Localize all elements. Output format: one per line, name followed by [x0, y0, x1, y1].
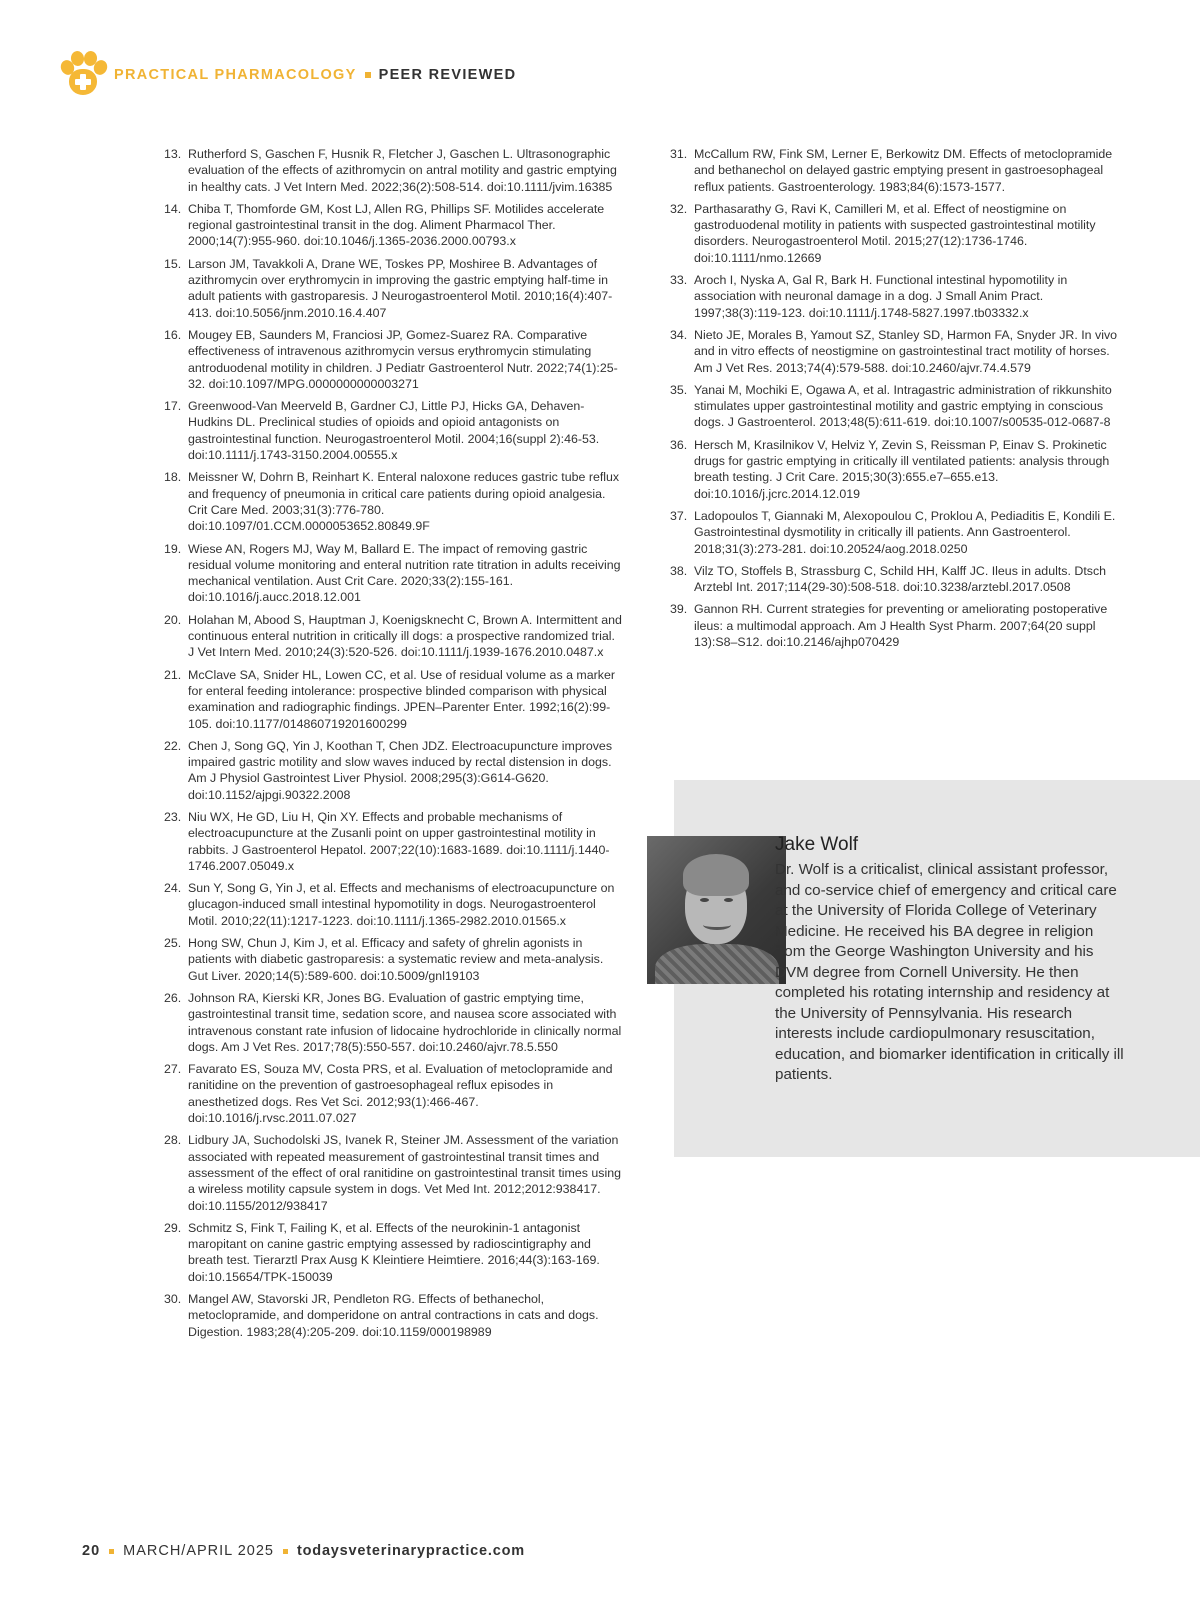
reference-item: 29. Schmitz S, Fink T, Failing K, et al. Effects of the neurokinin-1 antagonist maropitant on canine gastric emptying assessed by radioscintigraphy and breath test. Tierarztl Prax Ausg K Kleintiere Heimtiere. 2016;44(3):163-169. doi:10.15654/TPK-150039 — [164, 1220, 600, 1284]
reference-item: 39. Gannon RH. Current strategies for preventing or ameliorating postoperative ileus: a multimodal approach. Am J Health Syst Pharm. 2007;64(20 suppl 13):S8–S12. doi:10.2146/ajhp070429 — [670, 602, 1108, 650]
reference-item: 18. Meissner W, Dohrn B, Reinhart K. Enteral naloxone reduces gastric tube reflux and frequency of pneumonia in critical care patients during opioid analgesia. Crit Care Med. 2003;31(3):776-780. doi:10.1097/01.CCM.0000053652.80849.9F — [164, 470, 620, 534]
reference-item: 33. Aroch I, Nyska A, Gal R, Bark H. Functional intestinal hypomotility in association with neuronal damage in a dog. J Small Anim Pract. 1997;38(3):119-123. doi:10.1111/j.1748-5827.1997.tb03332.x — [670, 273, 1068, 320]
reference-item: 38. Vilz TO, Stoffels B, Strassburg C, Schild HH, Kalff JC. Ileus in adults. Dtsch Arztebl Int. 2017;114(29-30):508-518. doi:10.3238/arztebl.2017.0508 — [670, 563, 1107, 595]
reference-item: 14. Chiba T, Thomforde GM, Kost LJ, Allen RG, Phillips SF. Motilides accelerate regional gastrointestinal transit in the dog. Aliment Pharmacol Ther. 2000;14(7):955-960. doi:10.1046/j.1365-2036.2000.00793.x — [164, 201, 605, 249]
reference-item: 16. Mougey EB, Saunders M, Franciosi JP, Gomez-Suarez RA. Comparative effectiveness of intravenous azithromycin versus erythromycin stimulating antroduodenal motility in children. J Pediatr Gastroenterol Nutr. 2022;74(1):25-32. doi:10.1097/MPG.0000000000003271 — [164, 327, 618, 391]
section-title: PRACTICAL PHARMACOLOGY — [114, 67, 357, 83]
reference-item: 15. Larson JM, Tavakkoli A, Drane WE, Toskes PP, Moshiree B. Advantages of azithromycin over erythromycin in improving the gastric emptying half-time in adult patients with gastroparesis. J Neurogastroenterol Motil. 2010;16(4):407-413. doi:10.5056/jnm.2010.16.4.407 — [164, 256, 613, 320]
reference-item: 30. Mangel AW, Stavorski JR, Pendleton RG. Effects of bethanechol, metoclopramide, and domperidone on antral contractions in cats and dogs. Digestion. 1983;28(4):205-209. doi:10.1159/000198989 — [164, 1292, 599, 1339]
peer-reviewed-label: PEER REVIEWED — [378, 67, 517, 83]
reference-item: 17. Greenwood-Van Meerveld B, Gardner CJ, Little PJ, Hicks GA, Dehaven-Hudkins DL. Preclinical studies of opioids and opioid antagonists on gastrointestinal function. Neurogastroenterol Motil. 2004;16(suppl 2):46-53. doi:10.1111/j.1743-3150.2004.00555.x — [164, 399, 600, 463]
reference-item: 31. McCallum RW, Fink SM, Lerner E, Berkowitz DM. Effects of metoclopramide and bethanechol on delayed gastric emptying present in gastroesophageal reflux patients. Gastroenterology. 1983;84(6):1573-1577. — [670, 147, 1113, 194]
author-photo — [647, 836, 786, 984]
reference-item: 25. Hong SW, Chun J, Kim J, et al. Efficacy and safety of ghrelin agonists in patients with diabetic gastroparesis: a systematic review and meta-analysis. Gut Liver. 2020;14(5):589-600. doi:10.5009/gnl19103 — [164, 936, 604, 983]
footer-separator — [283, 1549, 288, 1554]
reference-item: 13. Rutherford S, Gaschen F, Husnik R, Fletcher J, Gaschen L. Ultrasonographic evaluation of the effects of azithromycin on antral motility and gastric emptying in healthy cats. J Vet Intern Med. 2022;36(2):508-514. doi:10.1111/jvim.16385 — [164, 147, 617, 194]
reference-item: 21. McClave SA, Snider HL, Lowen CC, et al. Use of residual volume as a marker for enteral feeding intolerance: prospective blinded comparison with physical examination and radiographic findings. JPEN–Parenter Enter. 1992;16(2):99-105. doi:10.1177/014860719201600299 — [164, 667, 615, 731]
author-name: Jake Wolf — [775, 834, 859, 855]
paw-cross-icon — [58, 50, 106, 96]
issue-date: MARCH/APRIL 2025 — [123, 1543, 274, 1559]
author-bio-text: Dr. Wolf is a criticalist, clinical assistant professor, and co-service chief of emergency and critical care at the University of Florida College of Veterinary Medicine. He received his BA degree in religion from the George Washington University and his DVM degree from Cornell University. He then completed his rotating internship and residency at the University of Pennsylvania. His research interests include cardiopulmonary resuscitation, education, and biomarker identification in critically ill patients. — [775, 861, 1124, 1083]
reference-item: 34. Nieto JE, Morales B, Yamout SZ, Stanley SD, Harmon FA, Snyder JR. In vivo and in vitro effects of neostigmine on gastrointestinal tract motility of horses. Am J Vet Res. 2013;74(4):579-588. doi:10.2460/ajvr.74.4.579 — [670, 327, 1118, 375]
reference-item: 36. Hersch M, Krasilnikov V, Helviz Y, Zevin S, Reissman P, Einav S. Prokinetic drugs for gastric emptying in critically ill ventilated patients: analysis through breath testing. J Crit Care. 2015;30(3):655.e7–655.e13. doi:10.1016/j.jcrc.2014.12.019 — [670, 437, 1110, 501]
reference-item: 19. Wiese AN, Rogers MJ, Way M, Ballard E. The impact of removing gastric residual volume monitoring and enteral nutrition rate titration in adults receiving mechanical ventilation. Aust Crit Care. 2020;33(2):155-161. doi:10.1016/j.aucc.2018.12.001 — [164, 541, 621, 605]
reference-item: 22. Chen J, Song GQ, Yin J, Koothan T, Chen JDZ. Electroacupuncture improves impaired gastric motility and slow waves induced by rectal distension in dogs. Am J Physiol Gastrointest Liver Physiol. 2008;295(3):G614-G620. doi:10.1152/ajpgi.90322.2008 — [164, 738, 613, 802]
footer-separator — [109, 1549, 114, 1554]
reference-item: 37. Ladopoulos T, Giannaki M, Alexopoulou C, Proklou A, Pediaditis E, Kondili E. Gastrointestinal dysmotility in critically ill patients. Ann Gastroenterol. 2018;31(3):273-281. doi:10.20524/aog.2018.0250 — [670, 508, 1116, 556]
section-header — [58, 50, 516, 96]
references-left-column — [164, 146, 622, 1346]
reference-item: 26. Johnson RA, Kierski KR, Jones BG. Evaluation of gastric emptying time, gastrointestinal transit time, sedation score, and nausea score associated with intravenous constant rate infusion of lidocaine hydrochloride in clinically normal dogs. Am J Vet Res. 2017;78(5):550-557. doi:10.2460/ajvr.78.5.550 — [164, 990, 622, 1054]
page-footer — [82, 1540, 525, 1562]
page-number: 20 — [82, 1543, 101, 1559]
reference-item: 20. Holahan M, Abood S, Hauptman J, Koenigsknecht C, Brown A. Intermittent and continuous enteral nutrition in critically ill dogs: a prospective randomized trial. J Vet Intern Med. 2010;24(3):520-526. doi:10.1111/j.1939-1676.2010.0487.x — [164, 612, 622, 660]
website-link[interactable]: todaysveterinarypractice.com — [297, 1543, 525, 1559]
reference-item: 23. Niu WX, He GD, Liu H, Qin XY. Effects and probable mechanisms of electroacupuncture at the Zusanli point on upper gastrointestinal motility in rabbits. J Gastroenterol Hepatol. 2007;22(10):1683-1689. doi:10.1111/j.1440-1746.2007.05049.x — [164, 809, 610, 873]
reference-item: 32. Parthasarathy G, Ravi K, Camilleri M, et al. Effect of neostigmine on gastroduodenal motility in patients with suspected gastrointestinal motility disorders. Neurogastroenterol Motil. 2015;27(12):1736-1746. doi:10.1111/nmo.12669 — [670, 201, 1096, 265]
reference-item: 35. Yanai M, Mochiki E, Ogawa A, et al. Intragastric administration of rikkunshito stimulates upper gastrointestinal motility and gastric emptying in conscious dogs. J Gastroenterol. 2013;48(5):611-619. doi:10.1007/s00535-012-0687-8 — [670, 382, 1112, 430]
reference-item: 27. Favarato ES, Souza MV, Costa PRS, et al. Evaluation of metoclopramide and ranitidine on the prevention of gastroesophageal reflux episodes in anesthetized dogs. Res Vet Sci. 2012;93(1):466-467. doi:10.1016/j.rvsc.2011.07.027 — [164, 1062, 613, 1126]
references-right-column — [670, 146, 1118, 656]
reference-item: 28. Lidbury JA, Suchodolski JS, Ivanek R, Steiner JM. Assessment of the variation associated with repeated measurement of gastrointestinal transit times and assessment of the effect of oral ranitidine on gastrointestinal transit times using a wireless motility capsule system in dogs. Vet Med Int. 2012;2012:938417. doi:10.1155/2012/938417 — [164, 1133, 621, 1213]
header-separator — [365, 72, 371, 78]
reference-item: 24. Sun Y, Song G, Yin J, et al. Effects and mechanisms of electroacupuncture on glucagon-induced small intestinal hypomotility in dogs. Neurogastroenterol Motil. 2010;22(11):1217-1223. doi:10.1111/j.1365-2982.2010.01565.x — [164, 881, 615, 928]
